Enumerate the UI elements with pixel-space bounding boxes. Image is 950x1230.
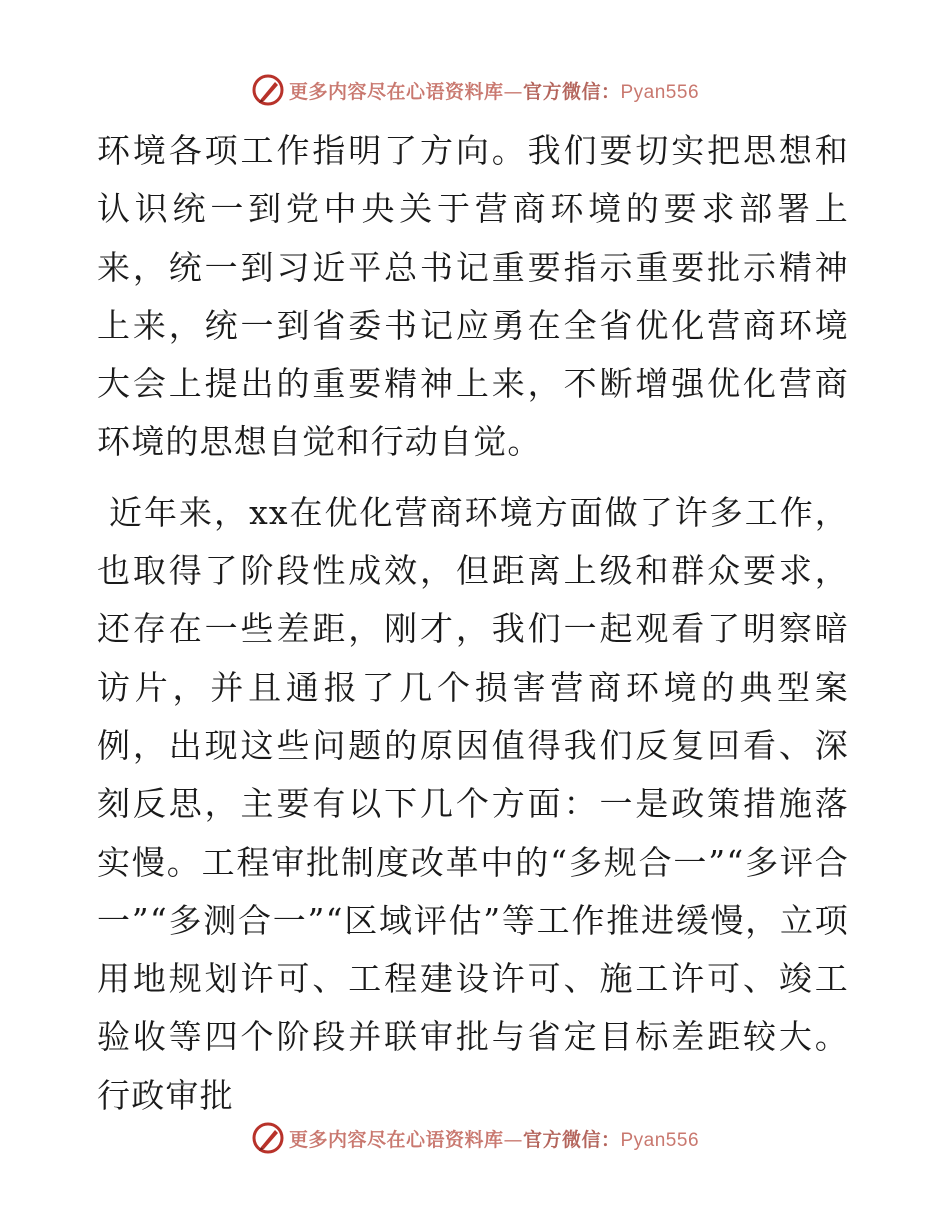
pen-logo-icon	[251, 73, 285, 107]
header-banner-dash: —	[503, 80, 523, 103]
footer-banner	[0, 1118, 950, 1158]
pen-logo-icon	[251, 1121, 285, 1155]
document-body	[97, 122, 849, 1125]
footer-banner-id: Pyan556	[620, 1129, 700, 1151]
footer-banner-text	[289, 1125, 699, 1152]
header-banner	[0, 70, 950, 110]
header-banner-text	[289, 77, 699, 104]
paragraph-1: 环境各项工作指明了方向。我们要切实把思想和认识统一到党中央关于营商环境的要求部署上来，统一到习近平总书记重要指示重要批示精神上来，统一到省委书记应勇在全省优化营商环境大会上提出的重要精神上来，不断增强优化营商环境的思想自觉和行动自觉。	[97, 131, 849, 462]
header-banner-label: 官方微信：	[522, 80, 621, 103]
header-banner-main: 更多内容尽在心语资料库	[288, 80, 504, 103]
footer-banner-dash: —	[503, 1128, 523, 1151]
header-banner-id: Pyan556	[620, 81, 700, 103]
footer-banner-label: 官方微信：	[522, 1128, 621, 1151]
paragraph-2: 近年来，xx在优化营商环境方面做了许多工作，也取得了阶段性成效，但距离上级和群众要求，还存在一些差距，刚才，我们一起观看了明察暗访片，并且通报了几个损害营商环境的典型案例，出现这些问题的原因值得我们反复回看、深刻反思，主要有以下几个方面：一是政策措施落实慢。工程审批制度改革中的“多规合一”“多评合一”“多测合一”“区域评估”等工作推进缓慢，立项用地规划许可、工程建设许可、施工许可、竣工验收等四个阶段并联审批与省定目标差距较大。行政审批	[97, 492, 849, 1115]
footer-banner-main: 更多内容尽在心语资料库	[288, 1128, 504, 1151]
